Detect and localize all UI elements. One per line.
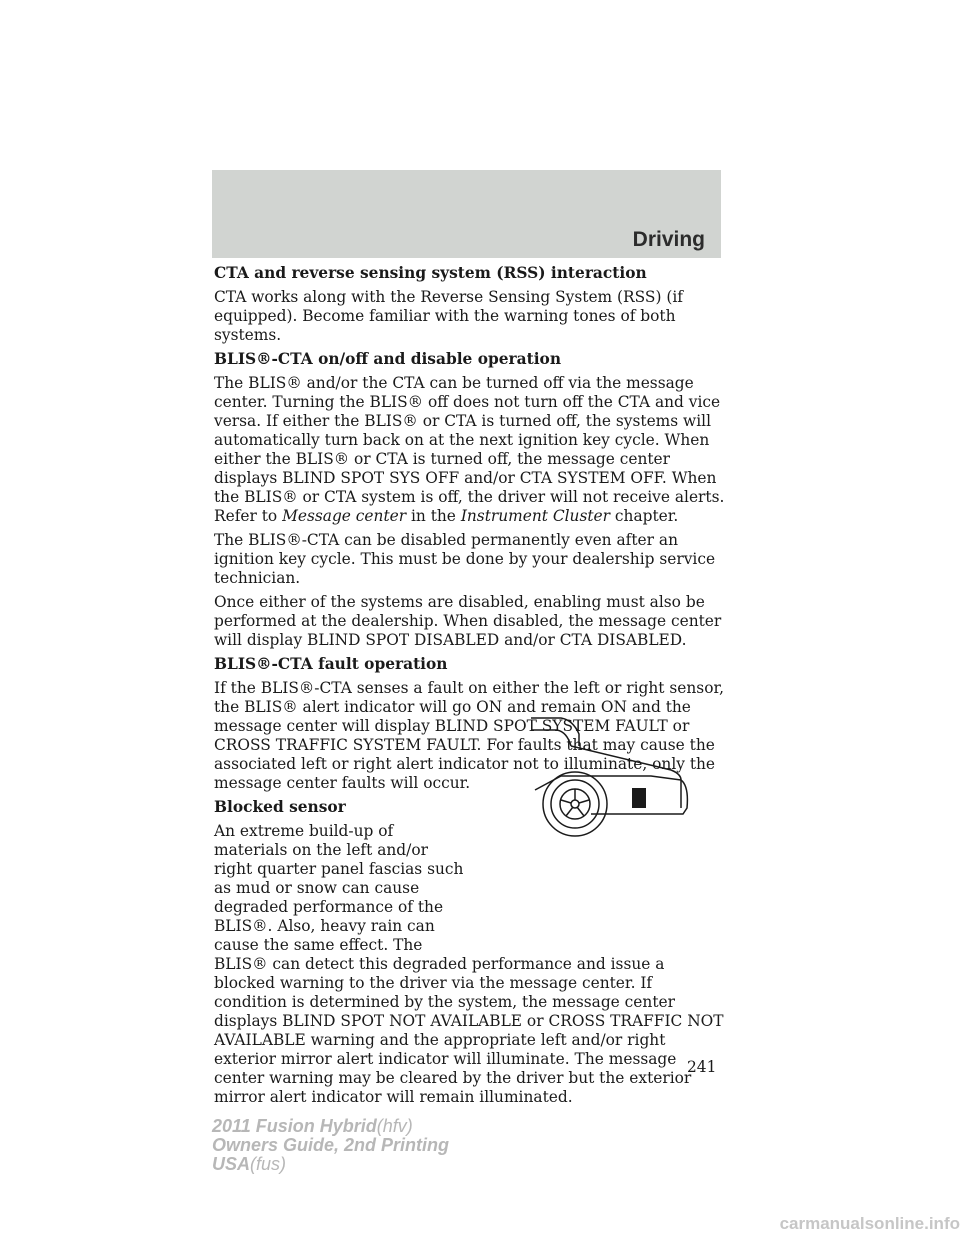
paragraph-blis-onoff-end: chapter. [610, 507, 679, 525]
heading-blis-onoff: BLIS®-CTA on/off and disable operation [214, 350, 562, 368]
trunk-line [571, 746, 681, 808]
rear-window-outline [531, 718, 579, 746]
paragraph-disable-permanent: The BLIS®-CTA can be disabled permanently even after an ignition key cycle. This must be done by your dealership service technician. [214, 531, 716, 587]
footer-line-3: USA(fus) [212, 1154, 287, 1174]
section-title: Driving [632, 228, 705, 251]
paragraph-blocked-sensor-text: An extreme build-up of materials on the left and/or right quarter panel fascias such as mud or snow can cause degraded performance of the BLIS®. Also, heavy rain can cause the same effect. The BLIS® can detect this degraded performance and issue a blocked warning to the driver via the message center. If condition is determined by the system, the message center displays BLIND SPOT NOT AVAILABLE or CROSS TRAFFIC NOT AVAILABLE warning and the appropriate left and/or right exterior mirror alert indicator will illuminate. The message center warning may be cleared by the driver but the exterior mirror alert indicator will remain illuminated. [214, 822, 724, 1106]
paragraph-dealer-enable: Once either of the systems are disabled, enabling must also be performed at the dealership. When disabled, the message center will display BLIND SPOT DISABLED and/or CTA DISABLED. [214, 593, 722, 649]
tire [551, 780, 599, 828]
footer-line-2: Owners Guide, 2nd Printing [212, 1135, 450, 1155]
paragraph-blis-onoff-text: The BLIS® and/or the CTA can be turned off via the message center. Turning the BLIS® off does not turn off the CTA and vice versa. If either the BLIS® or CTA is turned off, the systems will automatically turn back on at the next ignition key cycle. When either the BLIS® or CTA is turned off, the message center displays BLIND SPOT SYS OFF and/or CTA SYSTEM OFF. When the BLIS® or CTA system is off, the driver will not receive alerts. Refer to [214, 374, 725, 525]
section-header-band [212, 170, 721, 258]
paragraph-blis-onoff [214, 374, 726, 526]
page-number: 241 [687, 1058, 717, 1076]
rear-quarter-panel-illustration [531, 716, 691, 848]
blis-sensor-location [632, 788, 646, 808]
paragraph-cta-rss: CTA works along with the Reverse Sensing System (RSS) (if equipped). Become familiar with the warning tones of both systems. [214, 288, 683, 344]
heading-cta-rss: CTA and reverse sensing system (RSS) interaction [214, 264, 647, 282]
ref-message-center: Message center [282, 507, 407, 525]
rear-pillar-outline [531, 730, 571, 746]
ref-connector: in the [406, 507, 461, 525]
footer-line-1: 2011 Fusion Hybrid(hfv) [212, 1116, 413, 1136]
manual-body [214, 264, 726, 1112]
paragraph-blocked-sensor [214, 822, 726, 1107]
site-watermark: carmanualsonline.info [779, 1214, 960, 1233]
hub [571, 800, 579, 808]
print-footer [212, 1117, 449, 1174]
heading-blocked-sensor: Blocked sensor [214, 798, 346, 816]
ref-instrument-cluster: Instrument Cluster [460, 507, 611, 525]
wheel-arch [543, 772, 607, 836]
heading-fault-operation: BLIS®-CTA fault operation [214, 655, 448, 673]
paragraph-fault-operation: If the BLIS®-CTA senses a fault on either the left or right sensor, the BLIS® alert indicator will go ON and remain ON and the message center will display BLIND SPOT SYSTEM FAULT or CROSS TRAFFIC SYSTEM FAULT. For faults that may cause the associated left or right alert indicator not to illuminate, only the message center faults will occur. [214, 679, 725, 792]
